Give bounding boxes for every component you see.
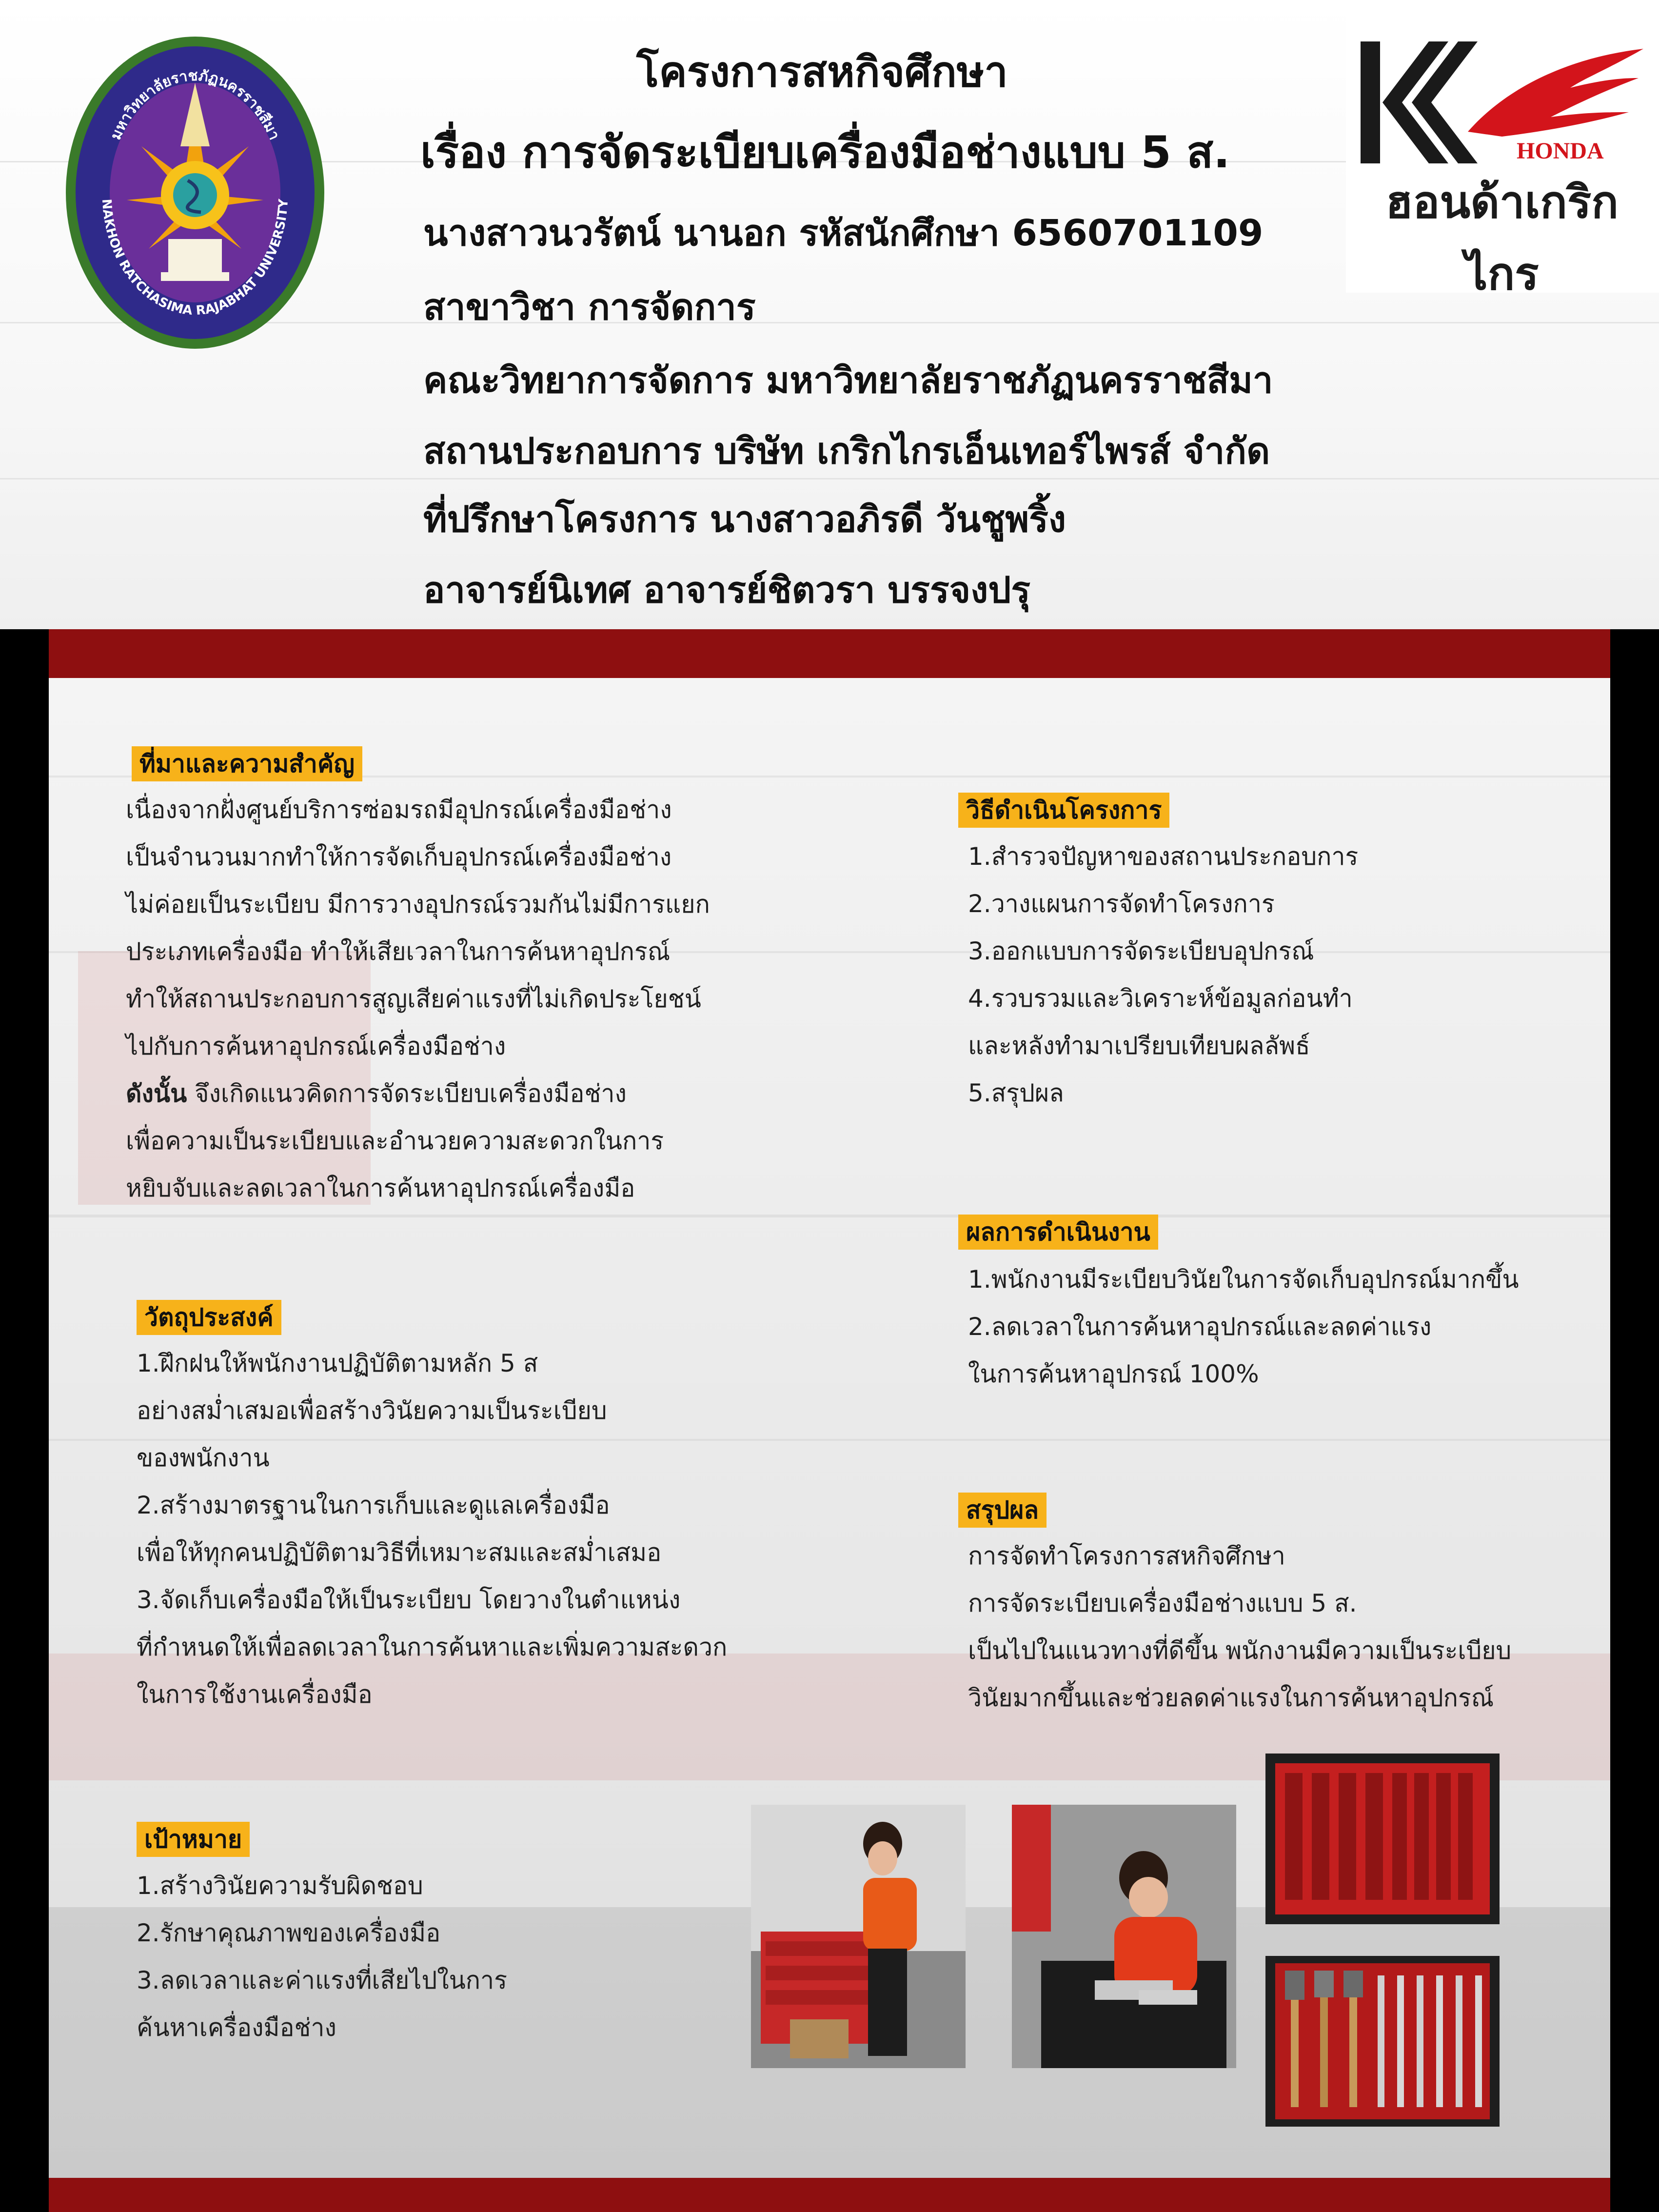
university-seal-icon: [63, 34, 327, 351]
heading-results: ผลการดำเนินงาน: [958, 1215, 1158, 1250]
heading-summary: สรุปผล: [958, 1493, 1047, 1528]
background-text: เนื่องจากฝั่งศูนย์บริการซ่อมรถมีอุปกรณ์เครื่องมือช่าง เป็นจำนวนมากทำให้การจัดเก็บอุปกรณ์เครื่องมือช่าง ไม่ค่อยเป็นระเบียบ มีการวางอุปกรณ์รวมกันไม่มีการแยก ประเภทเครื่องมือ ทำให้เสียเวลาในการค้นหาอุปกรณ์ ทำให้สถานประกอบการสูญเสียค่าแรงที่ไม่เกิดประโยชน์ ไปกับการค้นหาอุปกรณ์เครื่องมือช่าง ดังนั้น จึงเกิดแนวคิดการจัดระเบียบเครื่องมือช่าง เพื่อความเป็นระเบียบและอำนวยความสะดวกในการ หยิบจับและลดเวลาในการค้นหาอุปกรณ์เครื่องมือ: [126, 796, 710, 1202]
project-subject: เรื่อง การจัดระเบียบเครื่องมือช่างแบบ 5 ส.: [420, 127, 1230, 178]
heading-goals: เป้าหมาย: [137, 1822, 250, 1857]
summary-text: การจัดทำโครงการสหกิจศึกษา การจัดระเบียบเครื่องมือช่างแบบ 5 ส. เป็นไปในแนวทางที่ดีขึ้น พนักงานมีความเป็นระเบียบ วินัยมากขึ้นและช่วยลดค่าแรงในการค้นหาอุปกรณ์: [968, 1542, 1512, 1712]
major-info: สาขาวิชา การจัดการ: [423, 286, 756, 328]
svg-text:มหาวิทยาลัยราชภัฏนครราชสีมา: มหาวิทยาลัยราชภัฏนครราชสีมา: [107, 67, 283, 143]
goals-text: 1.สร้างวินัยความรับผิดชอบ 2.รักษาคุณภาพของเครื่องมือ 3.ลดเวลาและค่าแรงที่เสียไปในการ ค้นหาเครื่องมือช่าง: [137, 1872, 507, 2042]
brand-name: ฮอนด้าเกริกไกร: [1385, 178, 1619, 299]
content-panel: [49, 678, 1610, 2178]
photo-wrench-set-red: [1265, 1754, 1500, 1924]
dealer-logo: [1346, 0, 1659, 299]
heading-background: ที่มาและความสำคัญ: [132, 746, 362, 781]
method-text: 1.สำรวจปัญหาของสถานประกอบการ 2.วางแผนการจัดทำโครงการ 3.ออกแบบการจัดระเบียบอุปกรณ์ 4.รวบรวมและวิเคราะห์ข้อมูลก่อนทำ และหลังทำมาเปรียบเทียบผลลัพธ์ 5.สรุปผล: [968, 842, 1359, 1107]
photo-hammer-wrench-set: [1265, 1956, 1500, 2127]
svg-text:HONDA: HONDA: [1517, 138, 1604, 164]
objectives-text: 1.ฝึกฝนให้พนักงานปฏิบัติตามหลัก 5 ส อย่างสม่ำเสมอเพื่อสร้างวินัยความเป็นระเบียบ ของพนักงาน 2.สร้างมาตรฐานในการเก็บและดูแลเครื่องมือ เพื่อให้ทุกคนปฏิบัติตามวิธีที่เหมาะสมและสม่ำเสมอ 3.จัดเก็บเครื่องมือให้เป็นระเบียบ โดยวางในตำแหน่ง ที่กำหนดให้เพื่อลดเวลาในการค้นหาและเพิ่มความสะดวก ในการใช้งานเครื่องมือ: [137, 1349, 728, 1709]
photo-worker-arranging-tools: [1012, 1805, 1236, 2068]
frame-left: [0, 629, 49, 2212]
heading-method: วิธีดำเนินโครงการ: [958, 793, 1169, 828]
honda-wing-icon: [1468, 49, 1643, 137]
photo-worker-toolcabinet: [751, 1805, 966, 2068]
student-info: นางสาวนวรัตน์ นานอก รหัสนักศึกษา 6560701109: [423, 212, 1264, 254]
frame-right: [1610, 629, 1659, 2212]
red-band-top: [49, 629, 1610, 678]
red-band-bottom: [49, 2178, 1610, 2212]
supervisor-info: อาจารย์นิเทศ อาจารย์ชิตวรา บรรจงปรุ: [423, 569, 1030, 611]
svg-text:NAKHON RATCHASIMA RAJABHAT UNI: NAKHON RATCHASIMA RAJABHAT UNIVERSITY: [99, 198, 292, 319]
kk-logo-icon: [1356, 39, 1648, 166]
poster-header: [0, 0, 1659, 629]
project-title: โครงการสหกิจศึกษา: [636, 48, 1008, 97]
company-info: สถานประกอบการ บริษัท เกริกไกรเอ็นเทอร์ไพรส์ จำกัด: [423, 430, 1270, 472]
advisor-info: ที่ปรึกษาโครงการ นางสาวอภิรดี วันชูพริ้ง: [423, 498, 1066, 540]
background-line: [49, 1215, 1610, 1217]
results-text: 1.พนักงานมีระเบียบวินัยในการจัดเก็บอุปกรณ์มากขึ้น 2.ลดเวลาในการค้นหาอุปกรณ์และลดค่าแรง ในการค้นหาอุปกรณ์ 100%: [968, 1265, 1519, 1388]
heading-objectives: วัตถุประสงค์: [137, 1300, 281, 1335]
faculty-info: คณะวิทยาการจัดการ มหาวิทยาลัยราชภัฏนครราชสีมา: [423, 359, 1273, 401]
